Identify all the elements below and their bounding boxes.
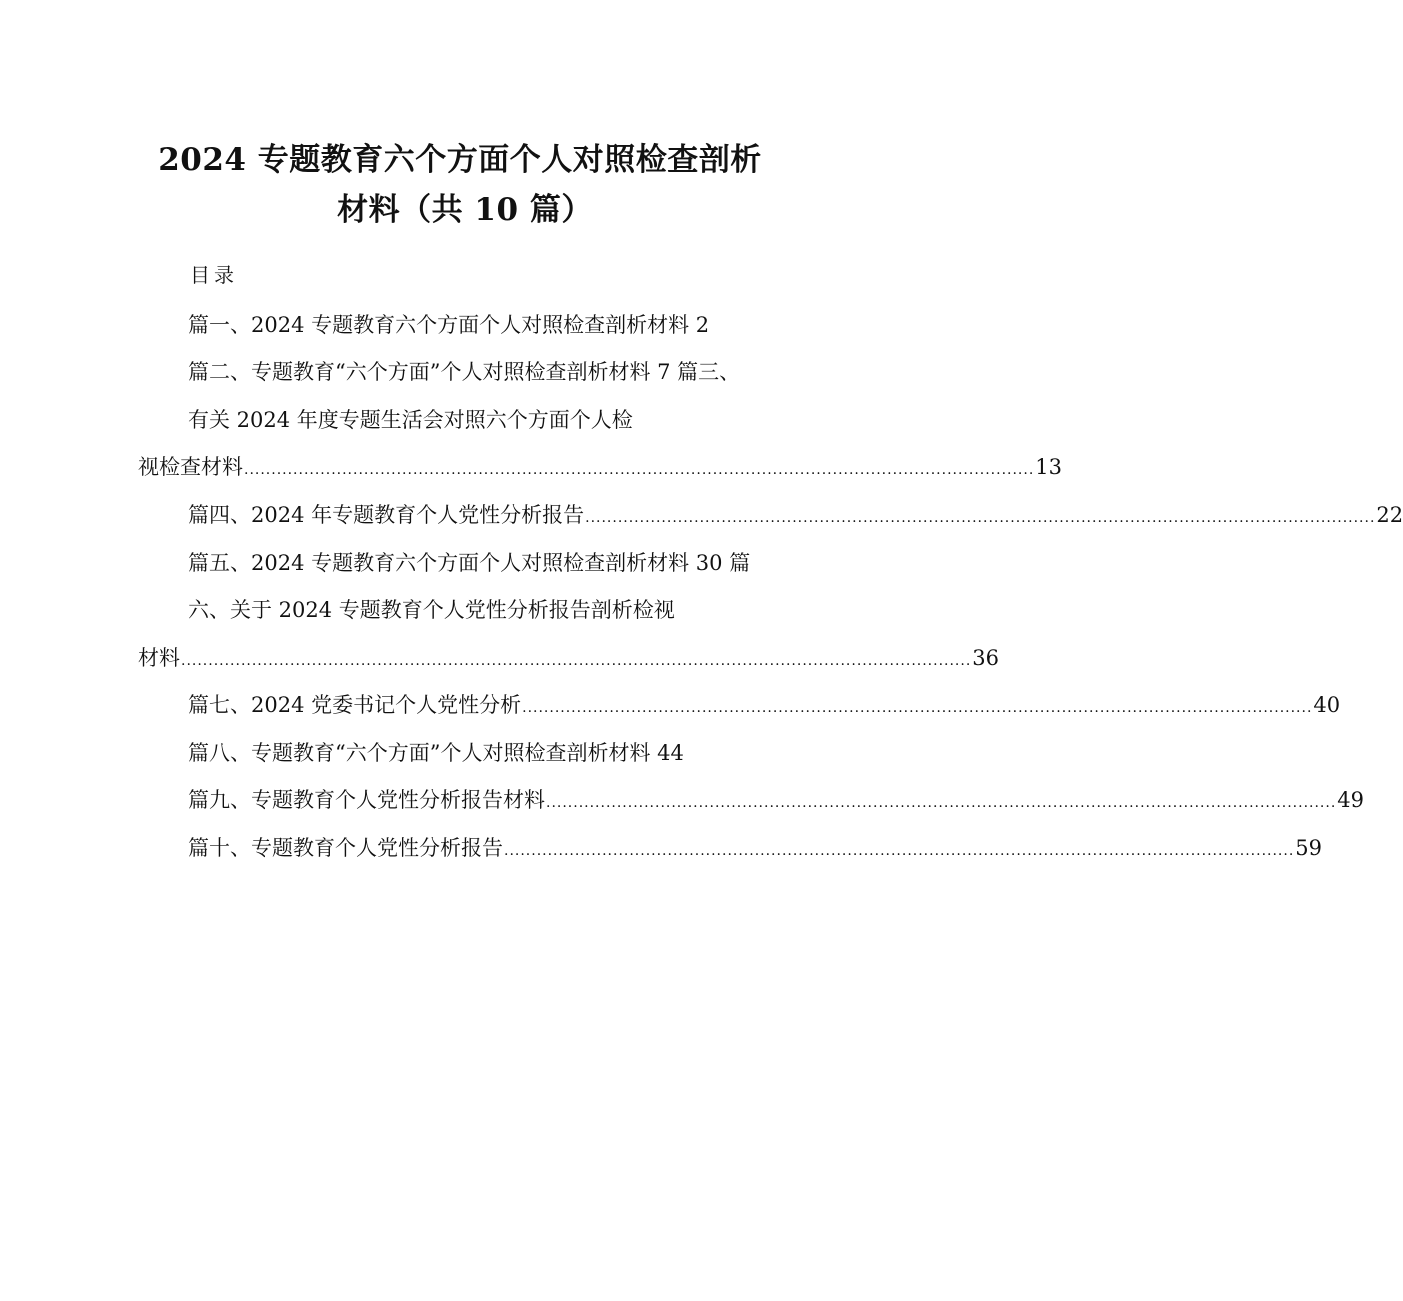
dot-leader: .................................................................................................................................................	[522, 700, 1313, 716]
toc-entry-7	[188, 690, 1341, 723]
toc-entry-6-part-2	[138, 643, 1000, 676]
toc-page-number: 13	[1035, 455, 1063, 479]
toc-entry-label: 篇十、专题教育个人党性分析报告	[188, 836, 503, 860]
dot-leader: .................................................................................................................................................	[546, 795, 1337, 811]
toc-entry-3-part-1: 有关 2024 年度专题生活会对照六个方面个人检	[188, 408, 633, 432]
dot-leader: .................................................................................................................................................	[244, 462, 1035, 478]
toc-entry-label: 材料	[138, 646, 180, 670]
toc-entry-10	[188, 833, 1323, 866]
document-title-line-2: 材料（共 10 篇）	[337, 192, 593, 228]
toc-entry-label: 篇四、2024 年专题教育个人党性分析报告	[188, 503, 585, 527]
toc-heading: 目录	[190, 263, 238, 287]
toc-entry-4	[188, 500, 1403, 533]
toc-page-number: 49	[1337, 788, 1365, 812]
dot-leader: .................................................................................................................................................	[585, 510, 1376, 526]
toc-page-number: 22	[1376, 503, 1403, 527]
toc-page-number: 40	[1313, 693, 1341, 717]
toc-entry-label: 篇七、2024 党委书记个人党性分析	[188, 693, 522, 717]
toc-entry-2: 篇二、专题教育“六个方面”个人对照检查剖析材料 7 篇三、	[188, 360, 741, 384]
toc-entry-1: 篇一、2024 专题教育六个方面个人对照检查剖析材料 2	[188, 313, 710, 337]
toc-entry-6-part-1: 六、关于 2024 专题教育个人党性分析报告剖析检视	[188, 598, 675, 622]
dot-leader: .................................................................................................................................................	[504, 843, 1295, 859]
toc-entry-label: 视检查材料	[138, 455, 243, 479]
toc-entry-9	[188, 785, 1365, 818]
toc-entry-8: 篇八、专题教育“六个方面”个人对照检查剖析材料 44	[188, 741, 684, 765]
toc-entry-5: 篇五、2024 专题教育六个方面个人对照检查剖析材料 30 篇	[188, 551, 751, 575]
toc-entry-3-part-2	[138, 452, 1063, 485]
document-title-line-1: 2024 专题教育六个方面个人对照检查剖析	[158, 142, 762, 178]
toc-entry-label: 篇九、专题教育个人党性分析报告材料	[188, 788, 545, 812]
toc-page-number: 59	[1295, 836, 1323, 860]
toc-page-number: 36	[972, 646, 1000, 670]
dot-leader: .................................................................................................................................................	[181, 653, 972, 669]
